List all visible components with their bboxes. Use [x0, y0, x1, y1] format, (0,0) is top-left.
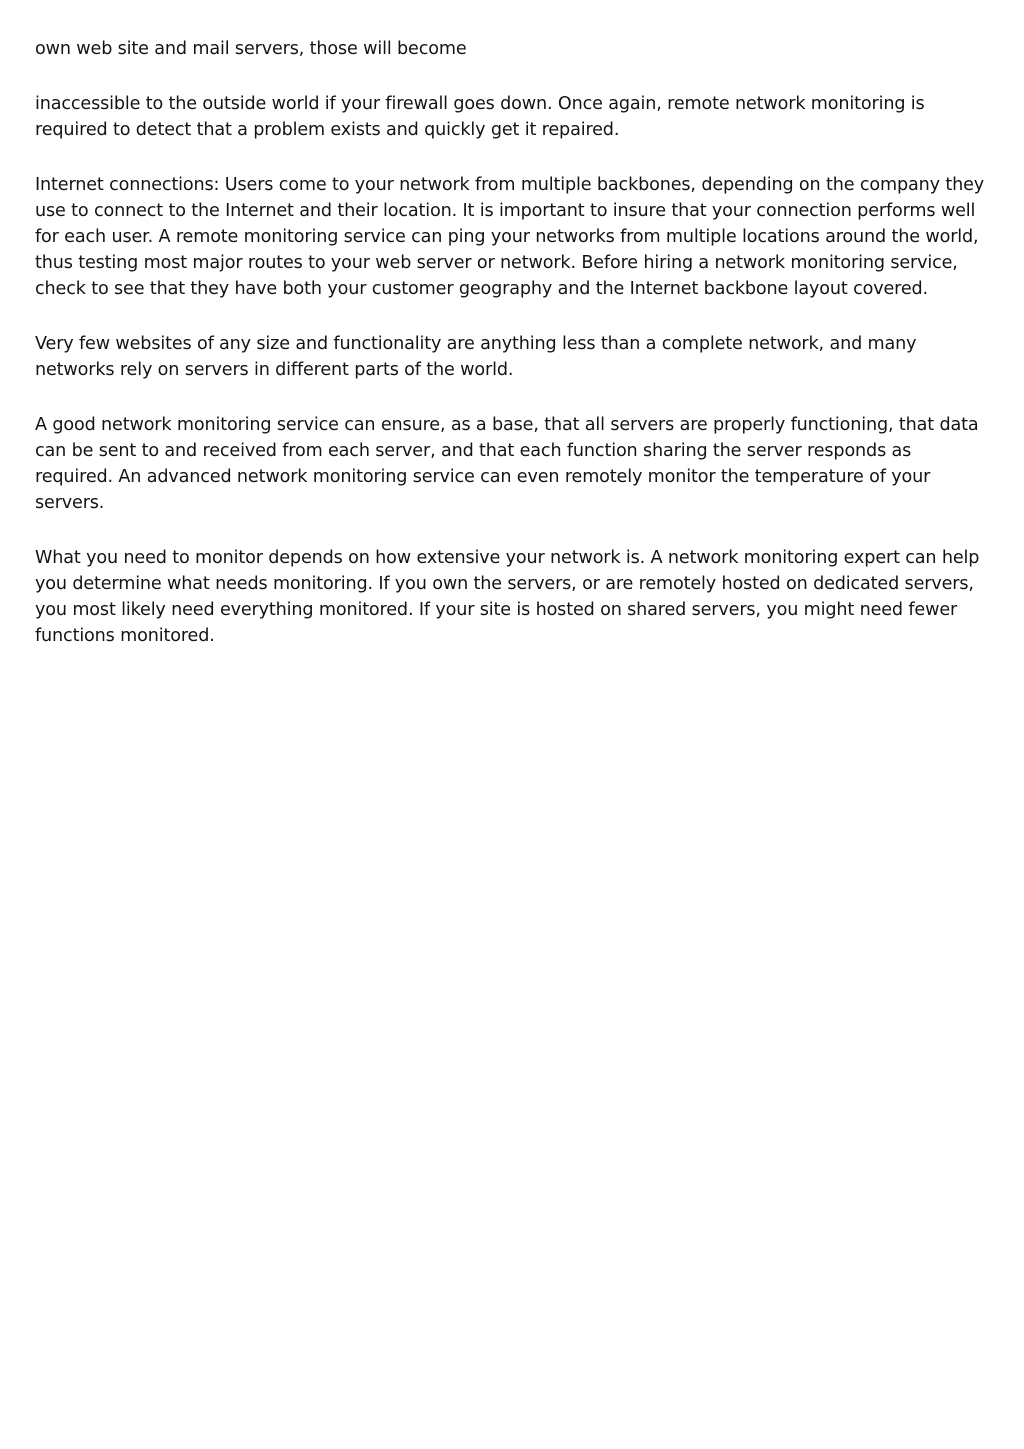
paragraph-websites-networks: Very few websites of any size and functionality are anything less than a complete network, and many networks rely on servers in different parts of the world.: [35, 334, 917, 380]
document-page: [35, 36, 993, 678]
paragraph-what-to-monitor: What you need to monitor depends on how extensive your network is. A network monitoring expert can help you determine what needs monitoring. If you own the servers, or are remotely hosted on dedicated servers, you most likely need everything monitored. If your site is hosted on shared servers, you might need fewer functions monitored.: [35, 548, 980, 646]
paragraph-continuation: own web site and mail servers, those will become: [35, 39, 467, 59]
paragraph-firewall: inaccessible to the outside world if your firewall goes down. Once again, remote network monitoring is required to detect that a problem exists and quickly get it repaired.: [35, 94, 925, 140]
paragraph-monitoring-service: A good network monitoring service can ensure, as a base, that all servers are properly functioning, that data can be sent to and received from each server, and that each function sharing the server responds as required. An advanced network monitoring service can even remotely monitor the temperature of your servers.: [35, 415, 979, 513]
paragraph-internet-connections: Internet connections: Users come to your network from multiple backbones, depending on the company they use to connect to the Internet and their location. It is important to insure that your connection performs well for each user. A remote monitoring service can ping your networks from multiple locations around the world, thus testing most major routes to your web server or network. Before hiring a network monitoring service, check to see that they have both your customer geography and the Internet backbone layout covered.: [35, 175, 985, 299]
